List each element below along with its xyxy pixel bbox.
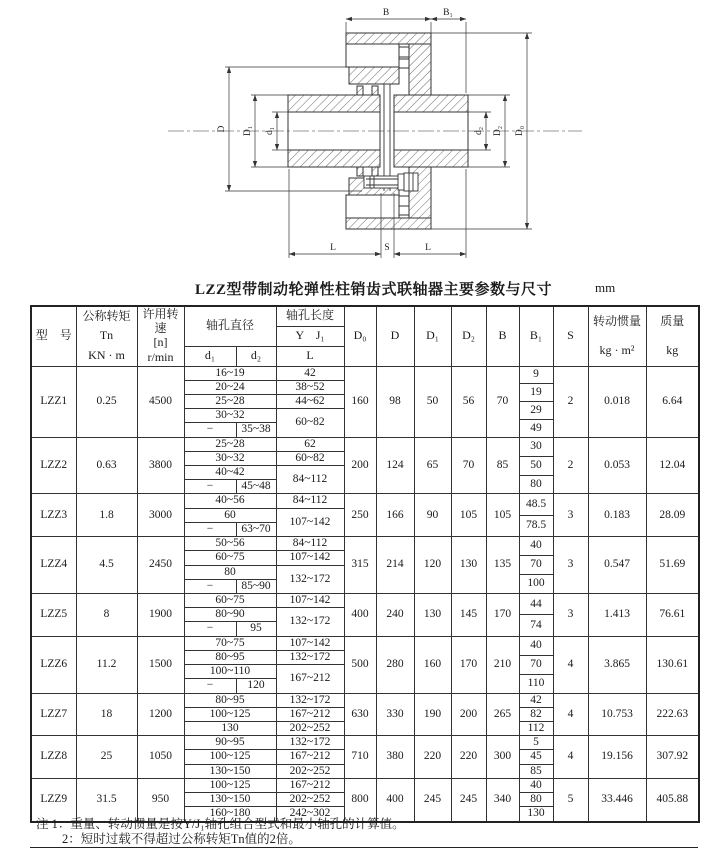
S-cell: 2	[553, 437, 588, 494]
B1-value: 49	[520, 419, 553, 437]
D2-cell: 145	[451, 594, 486, 637]
B-cell: 210	[486, 636, 519, 693]
B1-value: 9	[533, 368, 539, 381]
D1-cell: 120	[414, 537, 451, 594]
S-cell: 2	[553, 366, 588, 437]
S-cell: 3	[553, 494, 588, 537]
dim-label-b: B	[382, 8, 390, 18]
torque-cell: 25	[76, 736, 137, 779]
bore-diameter-cell: 100~110	[184, 665, 276, 679]
dim-label-d-flange: D	[217, 125, 227, 133]
bore-diameter-cell: 60~75	[184, 594, 276, 608]
bore-length-cell: 167~212	[276, 665, 344, 693]
torque-cell: 0.63	[76, 437, 137, 494]
speed-cell: 1200	[137, 693, 184, 736]
header-B1: B₁	[519, 306, 553, 366]
inertia-cell: 10.753	[588, 693, 646, 736]
B-cell: 300	[486, 736, 519, 779]
S-cell: 3	[553, 537, 588, 594]
B1-value: 70	[520, 555, 553, 574]
bore-diameter-cell: 50~56	[184, 537, 276, 551]
bore-length-cell: 202~252	[276, 721, 344, 735]
B1-value: 85	[520, 764, 553, 778]
D0-cell: 400	[344, 594, 376, 637]
bore-length-cell: 44~62	[276, 394, 344, 408]
bore-d1-cell: −	[184, 622, 236, 636]
S-cell: 4	[553, 736, 588, 779]
D-cell: 166	[376, 494, 414, 537]
header-torque-unit: KN · m	[88, 347, 125, 362]
table-header	[31, 306, 699, 366]
B1-cell	[519, 636, 553, 693]
bore-diameter-cell: 20~24	[184, 380, 276, 394]
B1-value: 112	[520, 721, 553, 735]
bore-length-cell: 107~142	[276, 594, 344, 608]
bore-length-cell: 167~212	[276, 750, 344, 764]
bore-d2-cell: 45~48	[236, 480, 276, 494]
bore-d1-cell: −	[184, 522, 236, 536]
bore-length-cell: 132~172	[276, 565, 344, 593]
D2-cell: 200	[451, 693, 486, 736]
bore-diameter-cell: 100~125	[184, 778, 276, 792]
B1-value: 30	[530, 439, 542, 452]
bottom-rule	[30, 847, 698, 848]
speed-cell: 4500	[137, 366, 184, 437]
parameters-table	[30, 305, 700, 823]
model-cell: LZZ5	[31, 594, 76, 637]
model-cell: LZZ2	[31, 437, 76, 494]
B1-cell	[519, 494, 553, 537]
mass-cell: 222.63	[646, 693, 699, 736]
bore-diameter-cell: 160~180	[184, 807, 276, 822]
torque-cell: 4.5	[76, 537, 137, 594]
B1-cell	[519, 594, 553, 637]
header-speed-symbol: [n]	[153, 335, 168, 350]
table-row	[31, 537, 699, 551]
bore-length-cell: 107~142	[276, 508, 344, 536]
coupling-section-drawing	[0, 0, 726, 272]
table-row	[31, 594, 699, 608]
header-mass-title: 质量	[660, 313, 685, 328]
bore-length-cell: 107~142	[276, 636, 344, 650]
B1-value: 50	[520, 456, 553, 475]
inertia-cell: 0.183	[588, 494, 646, 537]
bore-d2-cell: 95	[236, 622, 276, 636]
bore-diameter-cell: 80~90	[184, 608, 276, 622]
D0-cell: 250	[344, 494, 376, 537]
dim-label-d1-hub: D₁	[243, 125, 253, 137]
header-D1: D₁	[414, 306, 451, 366]
header-speed-unit: r/min	[147, 349, 174, 364]
D-cell: 214	[376, 537, 414, 594]
header-mass	[646, 306, 699, 366]
D1-cell: 220	[414, 736, 451, 779]
table-row	[31, 494, 699, 508]
bore-length-cell: 167~212	[276, 707, 344, 721]
footnote-2: 2：短时过载不得超过公称转矩Tn值的2倍。	[62, 832, 301, 846]
header-d1: d₁	[184, 346, 236, 366]
B1-cell	[519, 537, 553, 594]
bore-d2-cell: 120	[236, 679, 276, 693]
D1-cell: 190	[414, 693, 451, 736]
bore-d1-cell: −	[184, 579, 236, 593]
header-L: L	[276, 346, 344, 366]
B1-value: 82	[520, 707, 553, 721]
bore-diameter-cell: 100~125	[184, 707, 276, 721]
B1-value: 45	[520, 749, 553, 763]
header-D: D	[376, 306, 414, 366]
bore-diameter-cell: 90~95	[184, 736, 276, 750]
bore-length-cell: 84~112	[276, 537, 344, 551]
unit-label: mm	[595, 280, 616, 295]
B1-cell	[519, 693, 553, 736]
D2-cell: 130	[451, 537, 486, 594]
B1-value: 40	[530, 539, 542, 552]
bore-length-cell: 84~112	[276, 466, 344, 494]
table-row	[31, 636, 699, 650]
bore-length-cell: 84~112	[276, 494, 344, 508]
speed-cell: 1900	[137, 594, 184, 637]
bore-diameter-cell: 40~42	[184, 466, 276, 480]
D1-cell: 90	[414, 494, 451, 537]
header-mass-unit: kg	[666, 342, 679, 357]
speed-cell: 1500	[137, 636, 184, 693]
D0-cell: 630	[344, 693, 376, 736]
B1-value: 5	[533, 736, 539, 749]
mass-cell: 6.64	[646, 366, 699, 437]
B1-value: 80	[520, 792, 553, 806]
D1-cell: 160	[414, 636, 451, 693]
header-B: B	[486, 306, 519, 366]
bore-length-cell: 62	[276, 437, 344, 451]
D-cell: 330	[376, 693, 414, 736]
bore-diameter-cell: 130~150	[184, 793, 276, 807]
torque-cell: 18	[76, 693, 137, 736]
bore-length-cell: 60~82	[276, 451, 344, 465]
header-inertia-title: 转动惯量	[593, 313, 642, 328]
table-row	[31, 736, 699, 750]
B1-value: 29	[520, 401, 553, 419]
bore-diameter-cell: 60	[184, 508, 276, 522]
header-bore-length: 轴孔长度	[276, 306, 344, 326]
torque-cell: 8	[76, 594, 137, 637]
inertia-cell: 19.156	[588, 736, 646, 779]
bore-length-cell: 202~252	[276, 793, 344, 807]
bore-diameter-cell: 80	[184, 565, 276, 579]
header-D2: D₂	[451, 306, 486, 366]
D0-cell: 200	[344, 437, 376, 494]
torque-cell: 0.25	[76, 366, 137, 437]
model-cell: LZZ1	[31, 366, 76, 437]
B1-cell	[519, 778, 553, 821]
B1-value: 40	[530, 778, 542, 791]
footnote-1: 注 1：重量、转动惯量是按Y/J₁轴孔组合型式和最小轴孔的计算值。	[36, 817, 405, 831]
bore-diameter-cell: 80~95	[184, 693, 276, 707]
header-torque	[76, 306, 137, 366]
B1-value: 19	[520, 383, 553, 401]
bore-diameter-cell: 25~28	[184, 394, 276, 408]
B1-value: 130	[520, 806, 553, 820]
bore-length-cell: 202~252	[276, 764, 344, 778]
B-cell: 170	[486, 594, 519, 637]
bore-length-cell: 38~52	[276, 380, 344, 394]
flange-gap	[384, 84, 390, 191]
B1-value: 40	[530, 639, 542, 652]
speed-cell: 3800	[137, 437, 184, 494]
B1-value: 110	[520, 674, 553, 693]
speed-cell: 3000	[137, 494, 184, 537]
bore-d2-cell: 35~38	[236, 423, 276, 437]
header-inertia-unit: kg · m²	[599, 342, 635, 357]
dim-label-l-right: L	[425, 243, 431, 253]
S-cell: 5	[553, 778, 588, 821]
inertia-cell: 3.865	[588, 636, 646, 693]
S-cell: 4	[553, 693, 588, 736]
bore-d2-cell: 85~90	[236, 579, 276, 593]
brake-wheel-upper	[346, 33, 431, 95]
B-cell: 265	[486, 693, 519, 736]
S-cell: 3	[553, 594, 588, 637]
B-cell: 105	[486, 494, 519, 537]
B1-value: 80	[520, 475, 553, 494]
D2-cell: 220	[451, 736, 486, 779]
header-torque-title: 公称转矩	[82, 309, 131, 324]
D-cell: 380	[376, 736, 414, 779]
speed-cell: 2450	[137, 537, 184, 594]
B1-value: 70	[520, 655, 553, 674]
footnotes	[36, 817, 405, 847]
header-S: S	[553, 306, 588, 366]
bore-diameter-cell: 40~56	[184, 494, 276, 508]
torque-cell: 11.2	[76, 636, 137, 693]
bore-diameter-cell: 30~32	[184, 451, 276, 465]
table-row	[31, 778, 699, 792]
D1-cell: 130	[414, 594, 451, 637]
D0-cell: 710	[344, 736, 376, 779]
dim-label-d0-wheel: D₀	[515, 125, 525, 137]
bore-diameter-cell: 130	[184, 721, 276, 735]
D0-cell: 800	[344, 778, 376, 821]
dim-label-d2-hub: D₂	[493, 125, 503, 137]
D1-cell: 65	[414, 437, 451, 494]
B1-cell	[519, 736, 553, 779]
header-D0: D₀	[344, 306, 376, 366]
bore-length-cell: 42	[276, 366, 344, 380]
dim-label-l-left: L	[330, 243, 336, 253]
bore-length-cell: 167~212	[276, 778, 344, 792]
speed-cell: 1050	[137, 736, 184, 779]
inertia-cell: 0.018	[588, 366, 646, 437]
dim-label-d1-bore: d₁	[265, 126, 275, 136]
bore-d1-cell: −	[184, 679, 236, 693]
dim-label-d2-bore: d₂	[474, 126, 484, 136]
D-cell: 240	[376, 594, 414, 637]
model-cell: LZZ4	[31, 537, 76, 594]
inertia-cell: 1.413	[588, 594, 646, 637]
bore-length-cell: 242~302	[276, 807, 344, 822]
bore-length-cell: 132~172	[276, 693, 344, 707]
B1-value: 42	[530, 693, 542, 706]
bore-diameter-cell: 30~32	[184, 409, 276, 423]
inertia-cell: 0.053	[588, 437, 646, 494]
dim-label-b1: B₁	[443, 8, 453, 18]
speed-cell: 950	[137, 778, 184, 821]
header-bore-diameter: 轴孔直径	[184, 306, 276, 346]
header-torque-symbol: Tn	[99, 328, 114, 343]
mass-cell: 12.04	[646, 437, 699, 494]
D2-cell: 56	[451, 366, 486, 437]
D-cell: 98	[376, 366, 414, 437]
bore-diameter-cell: 100~125	[184, 750, 276, 764]
title-row	[0, 278, 726, 298]
B-cell: 340	[486, 778, 519, 821]
bore-d1-cell: −	[184, 480, 236, 494]
bore-diameter-cell: 130~150	[184, 764, 276, 778]
D2-cell: 105	[451, 494, 486, 537]
B1-value: 48.5	[525, 498, 547, 511]
bore-diameter-cell: 60~75	[184, 551, 276, 565]
dim-label-s: S	[384, 243, 390, 253]
table-row	[31, 693, 699, 707]
header-inertia	[588, 306, 646, 366]
B-cell: 85	[486, 437, 519, 494]
D-cell: 280	[376, 636, 414, 693]
bore-diameter-cell: 25~28	[184, 437, 276, 451]
B1-cell	[519, 437, 553, 494]
D2-cell: 70	[451, 437, 486, 494]
table-row	[31, 366, 699, 380]
D2-cell: 245	[451, 778, 486, 821]
D0-cell: 160	[344, 366, 376, 437]
bore-length-cell: 107~142	[276, 551, 344, 565]
mass-cell: 76.61	[646, 594, 699, 637]
bore-length-cell: 132~172	[276, 736, 344, 750]
table-body	[31, 366, 699, 822]
mass-cell: 130.61	[646, 636, 699, 693]
D-cell: 124	[376, 437, 414, 494]
model-cell: LZZ7	[31, 693, 76, 736]
header-model: 型 号	[31, 306, 76, 366]
D1-cell: 50	[414, 366, 451, 437]
pin-bolt	[364, 173, 418, 191]
model-cell: LZZ8	[31, 736, 76, 779]
bore-diameter-cell: 70~75	[184, 636, 276, 650]
B1-value: 44	[530, 597, 542, 610]
bore-diameter-cell: 16~19	[184, 366, 276, 380]
B1-value: 74	[520, 614, 553, 635]
D1-cell: 245	[414, 778, 451, 821]
bore-length-cell: 60~82	[276, 409, 344, 437]
model-cell: LZZ6	[31, 636, 76, 693]
D2-cell: 170	[451, 636, 486, 693]
B1-cell	[519, 366, 553, 437]
bore-d2-cell: 63~70	[236, 522, 276, 536]
header-yj1: Y J₁	[276, 326, 344, 346]
B1-value: 78.5	[520, 515, 553, 536]
model-cell: LZZ9	[31, 778, 76, 821]
mass-cell: 28.09	[646, 494, 699, 537]
bore-diameter-cell: 80~95	[184, 650, 276, 664]
torque-cell: 1.8	[76, 494, 137, 537]
D0-cell: 315	[344, 537, 376, 594]
inertia-cell: 0.547	[588, 537, 646, 594]
torque-cell: 31.5	[76, 778, 137, 821]
D0-cell: 500	[344, 636, 376, 693]
D-cell: 400	[376, 778, 414, 821]
mass-cell: 51.69	[646, 537, 699, 594]
header-speed-title: 许用转速	[142, 306, 179, 335]
table-row	[31, 437, 699, 451]
model-cell: LZZ3	[31, 494, 76, 537]
mass-cell: 307.92	[646, 736, 699, 779]
header-speed	[137, 306, 184, 366]
B1-value: 100	[520, 574, 553, 593]
bore-d1-cell: −	[184, 423, 236, 437]
mass-cell: 405.88	[646, 778, 699, 821]
page-title: LZZ型带制动轮弹性柱销齿式联轴器主要参数与尺寸	[195, 282, 553, 298]
inertia-cell: 33.446	[588, 778, 646, 821]
B-cell: 135	[486, 537, 519, 594]
header-d2: d₂	[236, 346, 276, 366]
bore-length-cell: 132~172	[276, 650, 344, 664]
bore-length-cell: 132~172	[276, 608, 344, 636]
S-cell: 4	[553, 636, 588, 693]
B-cell: 70	[486, 366, 519, 437]
